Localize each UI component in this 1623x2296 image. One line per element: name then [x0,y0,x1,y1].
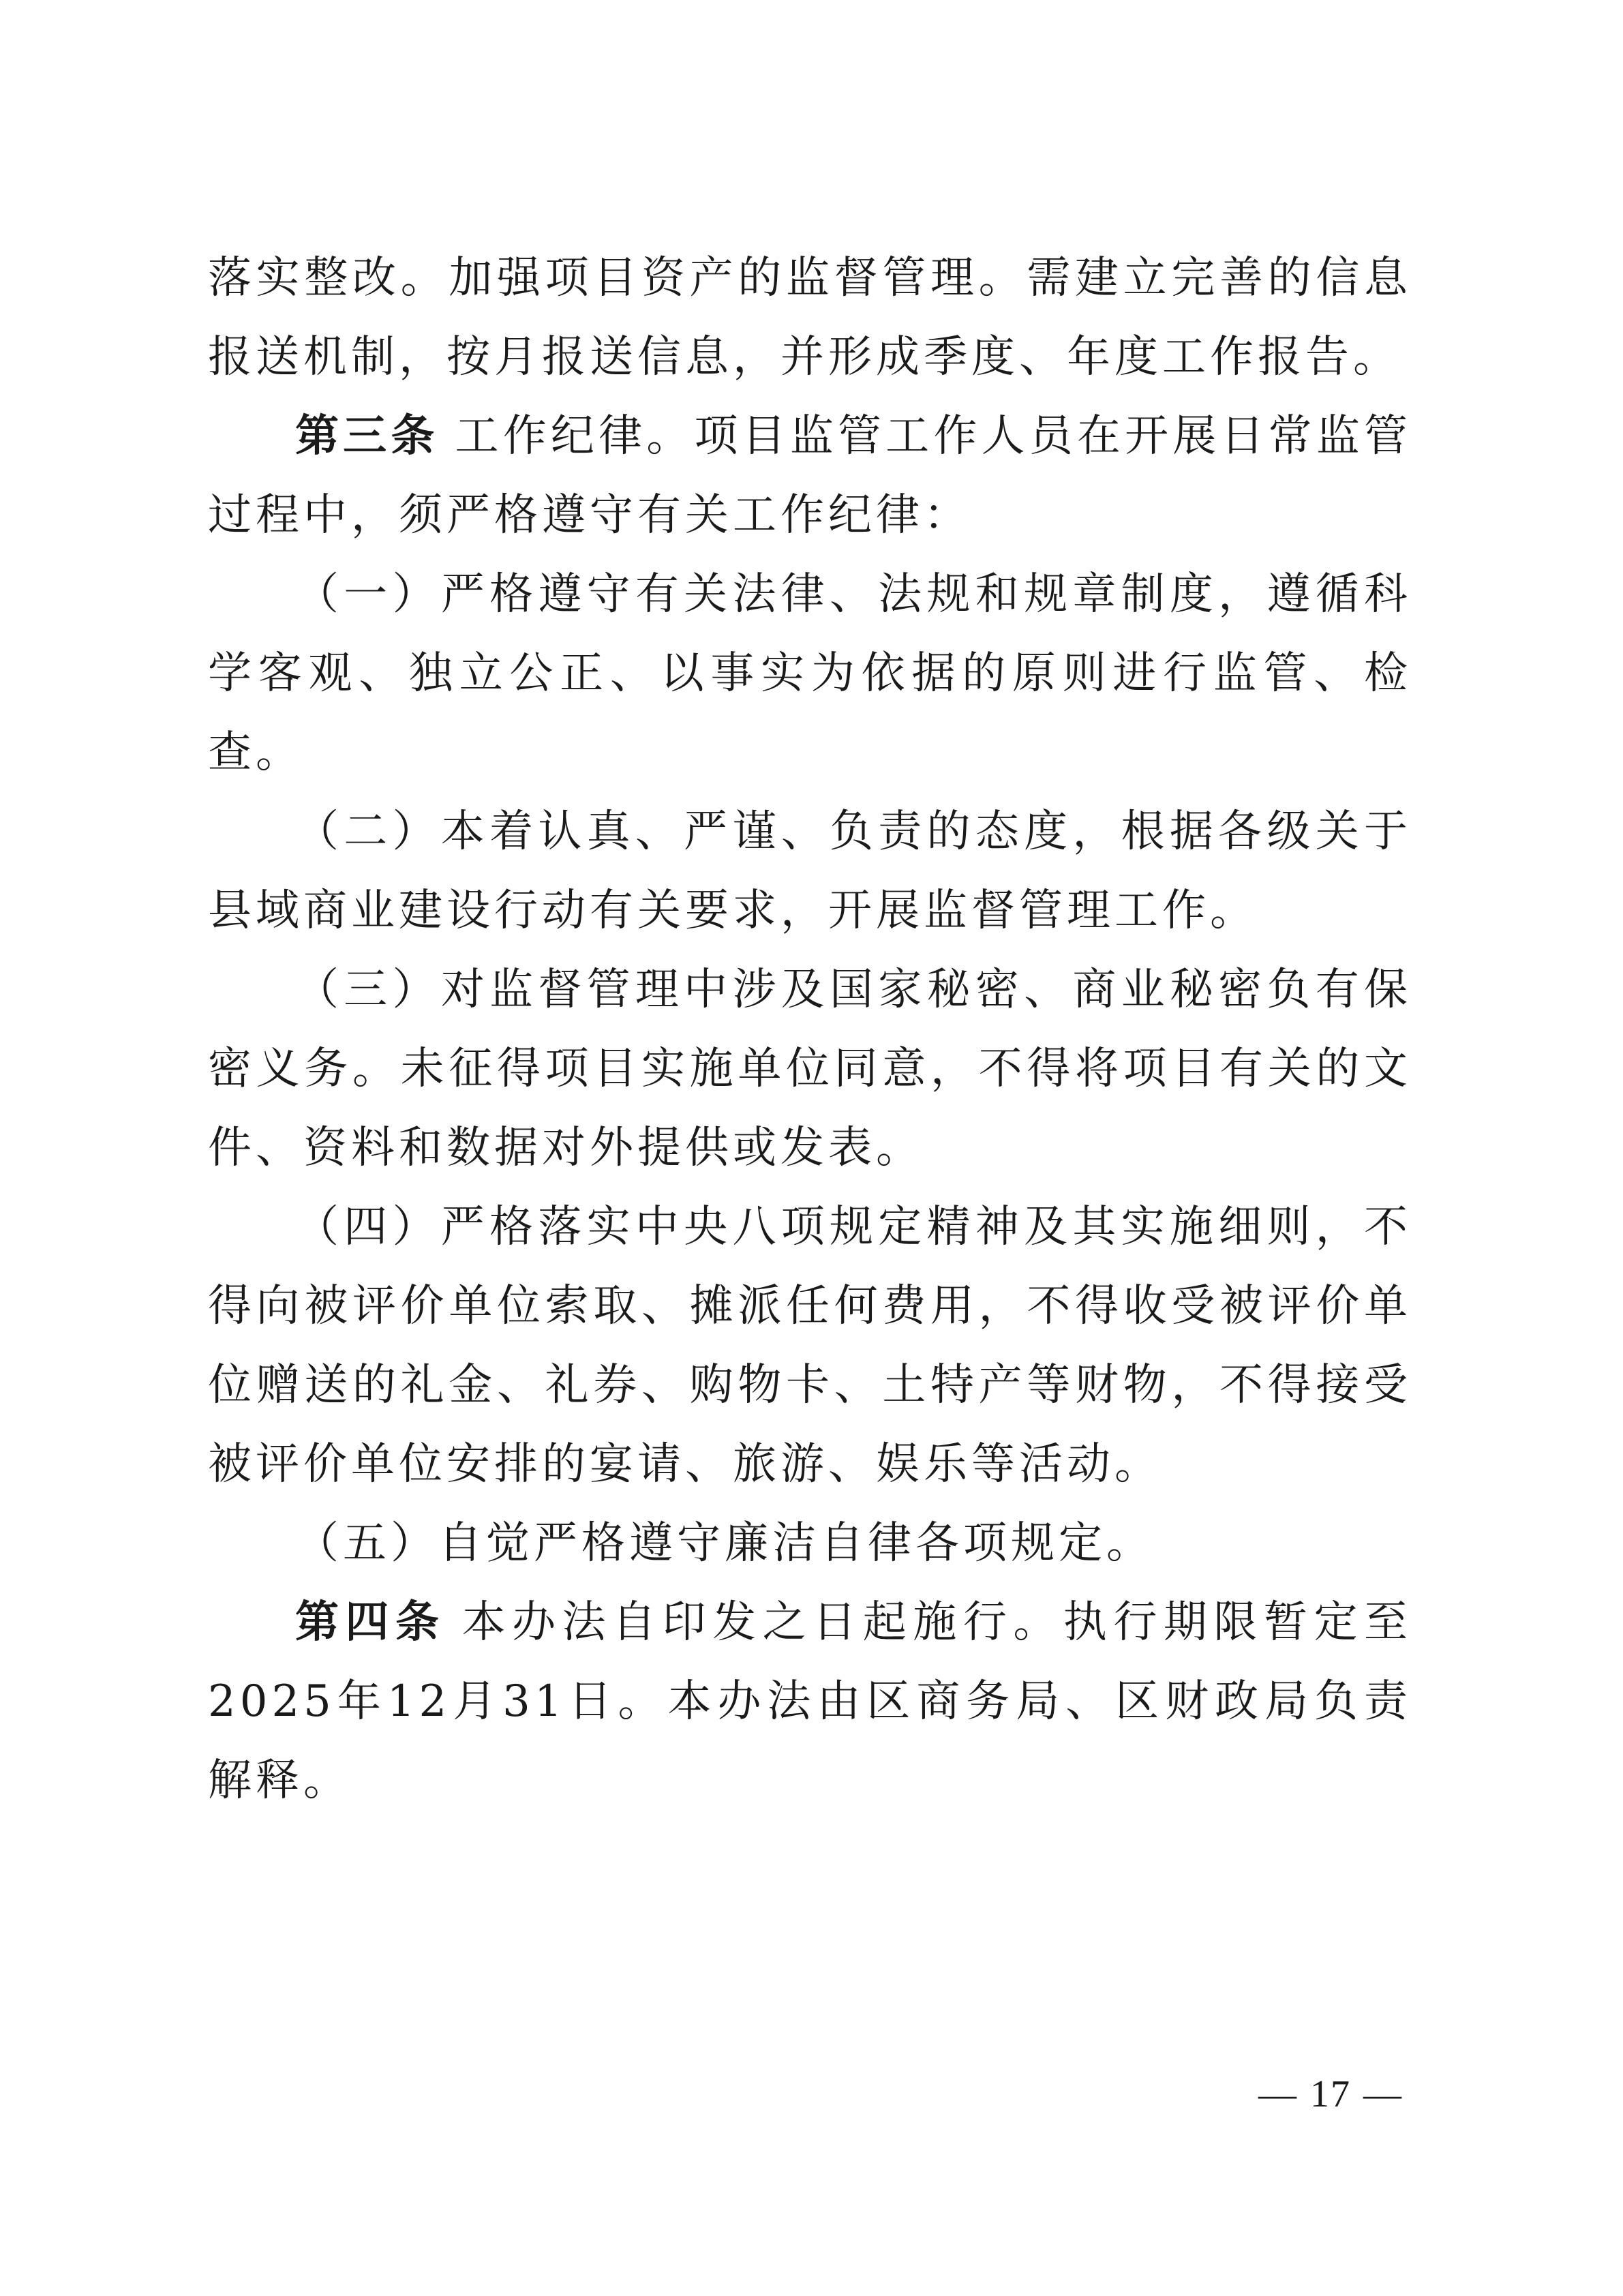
paragraph-continuation [208,239,1412,397]
paragraph-text: （一）严格遵守有关法律、法规和规章制度，遵循科学客观、独立公正、以事实为依据的原则进行监管、检查。 [208,569,1412,778]
list-item-three [208,950,1412,1188]
paragraph-text: 工作纪律。项目监管工作人员在开展日常监管过程中，须严格遵守有关工作纪律： [208,411,1412,541]
list-item-five [208,1504,1412,1583]
paragraph-text: （五）自觉严格遵守廉洁自律各项规定。 [295,1518,1154,1569]
article-four-paragraph [208,1583,1412,1820]
article-three-paragraph [208,397,1412,555]
list-item-one [208,555,1412,792]
page-number [1246,2072,1415,2116]
paragraph-text: （四）严格落实中央八项规定精神及其实施细则，不得向被评价单位索取、摊派任何费用，不得收受被评价单位赠送的礼金、礼券、购物卡、土特产等财物，不得接受被评价单位安排的宴请、旅游、娱乐等活动。 [208,1202,1412,1490]
document-body [208,239,1412,1820]
paragraph-text: （二）本着认真、严谨、负责的态度，根据各级关于县域商业建设行动有关要求，开展监督管理工作。 [208,806,1412,936]
list-item-two [208,792,1412,950]
page-number-value: 17 [1310,2073,1351,2115]
page-number-dash-right: — [1363,2073,1403,2115]
paragraph-text: 落实整改。加强项目资产的监督管理。需建立完善的信息报送机制，按月报送信息，并形成季度、年度工作报告。 [208,253,1412,382]
page-number-dash-left: — [1258,2073,1298,2115]
paragraph-text: （三）对监督管理中涉及国家秘密、商业秘密负有保密义务。未征得项目实施单位同意，不得将项目有关的文件、资料和数据对外提供或发表。 [208,965,1412,1173]
paragraph-text: 本办法自印发之日起施行。执行期限暂定至2025年12月31日。本办法由区商务局、区财政局负责解释。 [208,1597,1412,1806]
article-label: 第四条 [295,1597,446,1648]
list-item-four [208,1188,1412,1504]
article-label: 第三条 [295,410,439,462]
